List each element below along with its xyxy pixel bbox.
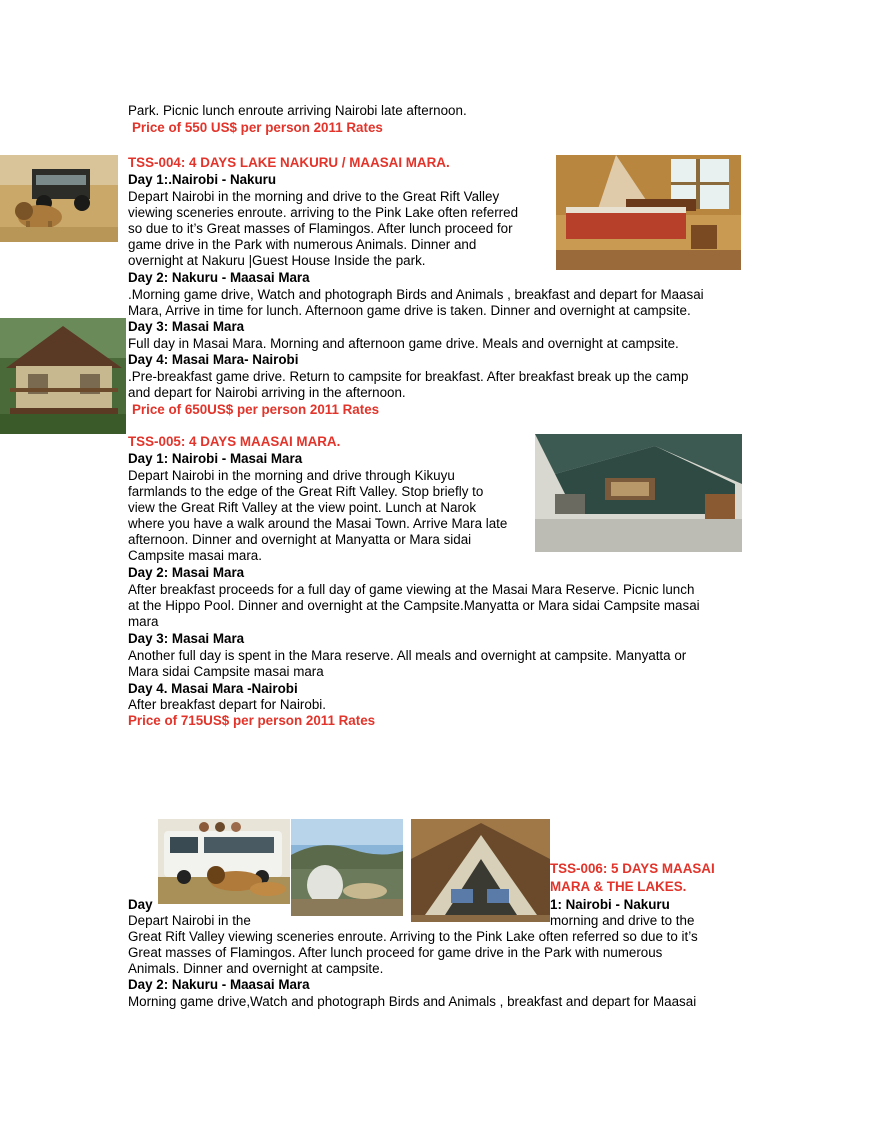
tss006-day-word: Day [128, 897, 153, 912]
tss005-day3-heading [128, 631, 244, 647]
intro-price: Price of 550 US$ per person 2011 Rates [132, 120, 383, 135]
paragraph-line: Mara sidai Campsite masai mara [128, 664, 324, 679]
paragraph-line: After breakfast depart for Nairobi. [128, 697, 326, 712]
paragraph-line: .Morning game drive, Watch and photograph Birds and Animals , breakfast and depart for Maasai [128, 287, 704, 302]
day-number: 1 [550, 897, 558, 912]
day-label: Day 2 [128, 977, 164, 992]
tss006-title-line2: MARA & THE LAKES. [550, 879, 687, 894]
day-title: : Masai Mara [163, 319, 245, 334]
paragraph-line: Great Rift Valley viewing sceneries enroute. Arriving to the Pink Lake often referred so due to it’s [128, 929, 698, 944]
paragraph-line: Campsite masai mara. [128, 548, 262, 563]
day-title: : Nairobi - Nakuru [557, 897, 670, 912]
tss005-day1-heading [128, 451, 302, 467]
paragraph-line: Depart Nairobi in the morning and drive to the Great Rift Valley [128, 189, 500, 204]
paragraph-line: where you have a walk around the Masai Town. Arrive Mara late [128, 516, 508, 531]
paragraph-line: Mara, Arrive in time for lunch. Afternoon game drive is taken. Dinner and overnight at campsite. [128, 303, 691, 318]
paragraph-line: farmlands to the edge of the Great Rift Valley. Stop briefly to [128, 484, 484, 499]
paragraph-line: mara [128, 614, 159, 629]
tss006-title-line1: TSS-006: 5 DAYS MAASAI [550, 861, 715, 876]
thatched-tent-photo [411, 819, 550, 922]
paragraph-line: and depart for Nairobi arriving in the afternoon. [128, 385, 406, 400]
paragraph-line: Great masses of Flamingos. After lunch proceed for game drive in the Park with numerous [128, 945, 663, 960]
day-label: Day 3 [128, 631, 164, 646]
safari-van-lions-photo [158, 819, 290, 904]
day-label: Day 2 [128, 270, 164, 285]
paragraph-line: Another full day is spent in the Mara reserve. All meals and overnight at campsite. Manyatta or [128, 648, 687, 663]
intro-line: Park. Picnic lunch enroute arriving Nairobi late afternoon. [128, 103, 467, 118]
day-label: Day 3 [128, 319, 164, 334]
paragraph-line: overnight at Nakuru |Guest House Inside the park. [128, 253, 426, 268]
tss004-day3-heading [128, 319, 244, 335]
tss005-title: TSS-005: 4 DAYS MAASAI MARA. [128, 434, 341, 449]
paragraph-line: Animals. Dinner and overnight at campsite. [128, 961, 384, 976]
tss004-day1-heading [128, 172, 276, 188]
tss006-day2-heading [128, 977, 310, 993]
mara-tent-photo [535, 434, 742, 552]
tss004-day4-heading: Day 4: Masai Mara- Nairobi [128, 352, 299, 367]
campsite-tent-photo [0, 318, 126, 434]
day-title: : Nakuru - Maasai Mara [163, 977, 310, 992]
day-title: : Nakuru - Maasai Mara [163, 270, 310, 285]
paragraph-line: .Pre-breakfast game drive. Return to campsite for breakfast. After breakfast break up the camp [128, 369, 689, 384]
day-label: Day 1 [128, 451, 164, 466]
tss004-day2-heading [128, 270, 310, 286]
paragraph-line: morning and drive to the [550, 913, 695, 928]
guest-house-room-photo [556, 155, 741, 270]
tss005-day4-heading: Day 4. Masai Mara -Nairobi [128, 681, 298, 696]
paragraph-line: Morning game drive,Watch and photograph Birds and Animals , breakfast and depart for Maasai [128, 994, 697, 1009]
hot-springs-photo [291, 819, 403, 916]
paragraph-line: viewing sceneries enroute. arriving to the Pink Lake often referred [128, 205, 519, 220]
paragraph-line: Full day in Masai Mara. Morning and afternoon game drive. Meals and overnight at campsite. [128, 336, 679, 351]
paragraph-line: Depart Nairobi in the morning and drive through Kikuyu [128, 468, 455, 483]
paragraph-line: afternoon. Dinner and overnight at Manyatta or Mara sidai [128, 532, 472, 547]
tss004-price: Price of 650US$ per person 2011 Rates [132, 402, 380, 417]
lion-jeep-photo [0, 155, 118, 242]
paragraph-line: view the Great Rift Valley at the view point. Lunch at Narok [128, 500, 477, 515]
tss005-day2-heading: Day 2: Masai Mara [128, 565, 245, 580]
day-title: : Masai Mara [163, 631, 245, 646]
day-label: Day 1 [128, 172, 164, 187]
paragraph-line: so due to it’s Great masses of Flamingos. After lunch proceed for [128, 221, 513, 236]
paragraph-line: After breakfast proceeds for a full day of game viewing at the Masai Mara Reserve. Picnic lunch [128, 582, 695, 597]
paragraph-line: Depart Nairobi in the [128, 913, 251, 928]
day-title: :.Nairobi - Nakuru [163, 172, 277, 187]
paragraph-line: at the Hippo Pool. Dinner and overnight at the Campsite.Manyatta or Mara sidai Campsite masai [128, 598, 700, 613]
paragraph-line: game drive in the Park with numerous Animals. Dinner and [128, 237, 477, 252]
tss005-price: Price of 715US$ per person 2011 Rates [128, 713, 376, 728]
tss004-title: TSS-004: 4 DAYS LAKE NAKURU / MAASAI MARA. [128, 155, 450, 170]
tss006-day1-heading [550, 897, 670, 913]
day-title: : Nairobi - Masai Mara [163, 451, 303, 466]
